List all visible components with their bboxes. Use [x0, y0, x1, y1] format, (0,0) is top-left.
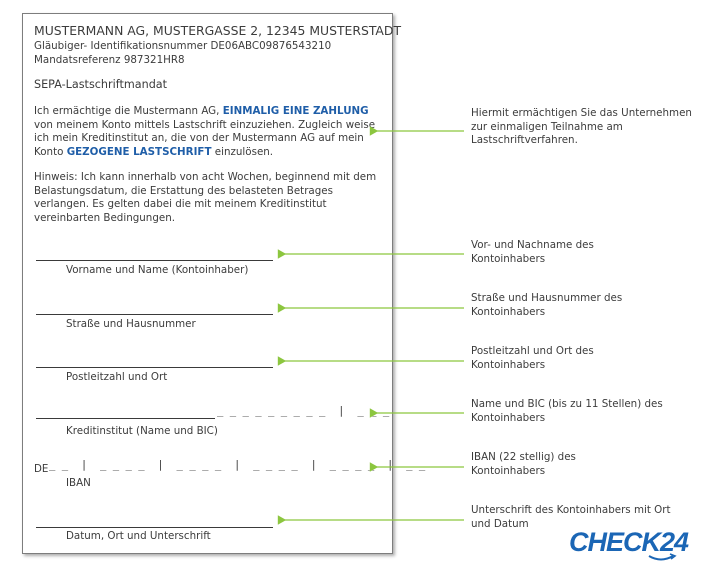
bank-label: Kreditinstitut (Name und BIC)	[66, 425, 218, 437]
annotation-street: Straße und Hausnummer des Kontoinhabers	[471, 292, 623, 318]
mandate-text-3: einzulösen.	[211, 145, 274, 158]
annotation-signature: Unterschrift des Kontoinhabers mit Ort und Datum	[471, 504, 671, 530]
form-title: SEPA-Lastschriftmandat	[34, 78, 168, 91]
creditor-address: MUSTERMANN AG, MUSTERGASSE 2, 12345 MUSTERSTADT	[34, 23, 402, 38]
direct-debit-highlight: GEZOGENE LASTSCHRIFT	[66, 145, 212, 158]
annotation-bank: Name und BIC (bis zu 11 Stellen) des Kontoinhabers	[471, 398, 663, 424]
logo-swoosh-icon	[647, 553, 677, 563]
iban-label: IBAN	[66, 477, 91, 489]
annotation-name: Vor- und Nachname des Kontoinhabers	[471, 239, 594, 265]
annotation-city: Postleitzahl und Ort des Kontoinhabers	[471, 345, 594, 371]
street-label: Straße und Hausnummer	[66, 318, 196, 330]
iban-input-dashes[interactable]: _ _ | _ _ _ _ | _ _ _ _ | _ _ _ _ | _ _ _ _ | _ _	[49, 459, 426, 471]
mandate-text-1: Ich ermächtige die Mustermann AG,	[34, 105, 223, 117]
annotation-iban: IBAN (22 stellig) des Kontoinhabers	[471, 451, 576, 477]
city-label: Postleitzahl und Ort	[66, 371, 168, 383]
name-label: Vorname und Name (Kontoinhaber)	[66, 264, 249, 276]
mandate-reference: Mandatsreferenz 987321HR8	[34, 54, 185, 66]
iban-country-prefix: DE	[34, 463, 49, 475]
mandate-text-2: von meinem Konto mittels Lastschrift einzuziehen. Zugleich weise ich mein Kreditinstitut an, die von der Mustermann AG auf mein Konto	[34, 118, 376, 158]
annotation-intro: Hiermit ermächtigen Sie das Unternehmen zur einmaligen Teilnahme am Lastschriftverfahren.	[471, 107, 692, 147]
bic-input-dashes[interactable]: _ _ _ _ _ _ _ _ _ | _ _ _	[217, 405, 390, 417]
single-payment-highlight: EINMALIG EINE ZAHLUNG	[222, 105, 369, 117]
creditor-id: Gläubiger- Identifikationsnummer DE06ABC09876543210	[34, 40, 332, 52]
signature-label: Datum, Ort und Unterschrift	[66, 530, 211, 542]
refund-note: Hinweis: Ich kann innerhalb von acht Wochen, beginnend mit dem Belastungsdatum, die Erstattung des belasteten Betrages verlangen. Es gelten dabei die mit meinem Kreditinstitut vereinbarten Bedingungen.	[34, 171, 377, 224]
check24-logo: CHECK24	[569, 527, 689, 557]
